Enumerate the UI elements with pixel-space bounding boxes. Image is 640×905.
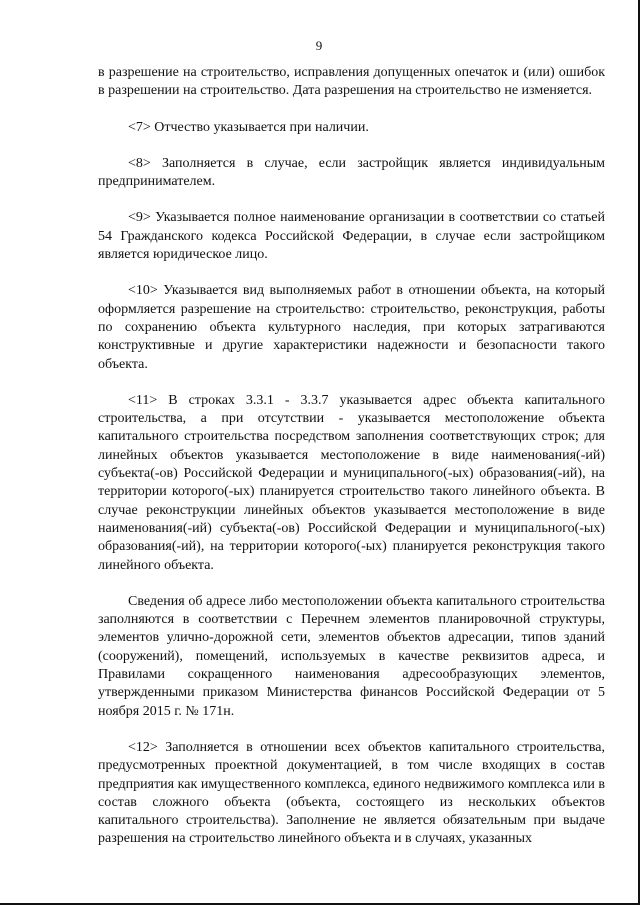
footnote-12: <12> Заполняется в отношении всех объектов капитального строительства, предусмотренных проектной документацией, в том числе входящих в состав предприятия как имущественного комплекса, единого недвижимого комплекса или в состав сложного объекта (объекта, состоящего из нескольких объектов капитального строительства). Заполнение не является обязательным при выдаче разрешения на строительство линейного объекта и в случаях, указанных <box>98 739 605 847</box>
footnote-8: <8> Заполняется в случае, если застройщик является индивидуальным предпринимателем. <box>98 155 605 190</box>
document-body <box>98 64 605 849</box>
footnote-10: <10> Указывается вид выполняемых работ в отношении объекта, на который оформляется разрешение на строительство: строительство, реконструкция, работы по сохранению объекта культурного наследия, при которых затрагиваются конструктивные и другие характеристики надежности и безопасности такого объекта. <box>98 283 605 372</box>
footnote-11: <11> В строках 3.3.1 - 3.3.7 указывается адрес объекта капитального строительства, а при отсутствии - указывается местоположение объекта капитального строительства посредством заполнения соответствующих строк; для линейных объектов указывается местоположение в виде наименования(-ий) субъекта(-ов) Российской Федерации и муниципального(-ых) образования(-ий), на территории которого(-ых) планируется строительство такого линейного объекта. В случае реконструкции линейных объектов указывается местоположение в виде наименования(-ий) субъекта(-ов) Российской Федерации и муниципального(-ых) образования(-ий), на территории которого(-ых) планируется реконструкция такого линейного объекта. <box>98 392 605 573</box>
page-number: 9 <box>315 38 323 53</box>
paragraph-continuation: в разрешение на строительство, исправления допущенных опечаток и (или) ошибок в разрешении на строительство. Дата разрешения на строительство не изменяется. <box>98 65 605 99</box>
footnote-7: <7> Отчество указывается при наличии. <box>128 119 369 135</box>
footnote-9: <9> Указывается полное наименование организации в соответствии со статьей 54 Гражданского кодекса Российской Федерации, в случае если застройщиком является юридическое лицо. <box>98 210 605 263</box>
address-paragraph: Сведения об адресе либо местоположении объекта капитального строительства заполняются в соответствии с Перечнем элементов планировочной структуры, элементов улично-дорожной сети, элементов объектов адресации, типов зданий (сооружений), помещений, используемых в качестве реквизитов адреса, и Правилами сокращенного наименования адресообразующих элементов, утвержденными приказом Министерства финансов Российской Федерации от 5 ноября 2015 г. № 171н. <box>98 593 605 719</box>
